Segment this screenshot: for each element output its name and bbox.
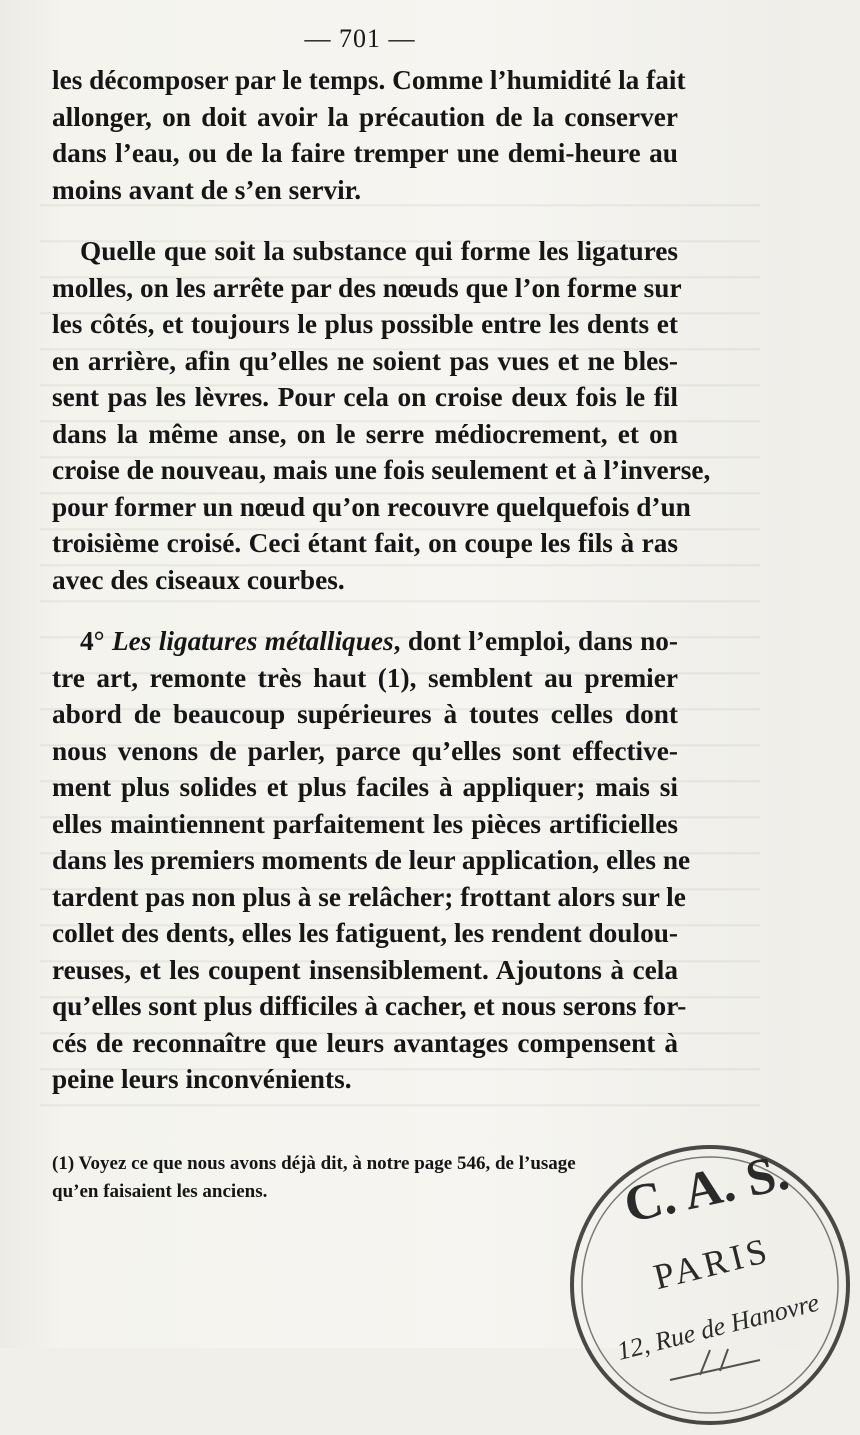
text-line: elles maintiennent parfaitement les pièces artificielles xyxy=(52,808,678,839)
text-line: reuses, et les coupent insensiblement. Ajoutons à cela xyxy=(52,954,678,985)
library-stamp xyxy=(560,1135,860,1435)
text-line: dans les premiers moments de leur application, elles ne xyxy=(52,845,691,875)
text-line: qu’elles sont plus difficiles à cacher, et nous serons for- xyxy=(52,991,687,1021)
text-line: Quelle que soit la substance qui forme les ligatures xyxy=(80,236,678,266)
list-number: 4° xyxy=(80,626,112,656)
text-line: nous venons de parler, parce qu’elles sont effective- xyxy=(52,735,678,766)
text-line: collet des dents, elles les fatiguent, les rendent doulou- xyxy=(52,918,678,948)
page-number: — 701 — xyxy=(304,24,416,53)
text-line: croise de nouveau, mais une fois seulement et à l’inverse, xyxy=(52,455,711,485)
paragraph-3 xyxy=(52,623,691,1098)
text-line: ment plus solides et plus faciles à appliquer; mais si xyxy=(52,772,678,802)
section-heading-italic: Les ligatures métalliques xyxy=(111,626,394,656)
text-line: cés de reconnaître que leurs avantages compensent à xyxy=(52,1027,678,1058)
text-line: tardent pas non plus à se relâcher; frottant alors sur le xyxy=(52,881,686,912)
stamp-top-text: C. A. S. xyxy=(619,1143,794,1235)
text-line: les côtés, et toujours le plus possible entre les dents et xyxy=(52,309,678,339)
text-fragment: , dont l’emploi, dans no- xyxy=(393,626,678,656)
text-line: molles, on les arrête par des nœuds que l’on forme sur xyxy=(52,272,682,303)
text-line: tre art, remonte très haut (1), semblent au premier xyxy=(52,662,678,693)
text-line xyxy=(52,623,678,660)
text-line: moins avant de s’en servir. xyxy=(52,174,362,205)
text-line: dans la même anse, on le serre médiocrement, et on xyxy=(52,418,678,449)
paragraph-1 xyxy=(52,62,686,208)
text-line: abord de beaucoup supérieures à toutes celles dont xyxy=(52,699,678,729)
text-line: troisième croisé. Ceci étant fait, on coupe les fils à ras xyxy=(52,528,678,558)
footnote-line: qu’en faisaient les anciens. xyxy=(52,1181,268,1202)
stamp-city-text: PARIS xyxy=(649,1229,775,1298)
text-line: en arrière, afin qu’elles ne soient pas vues et ne bles- xyxy=(52,345,678,376)
text-line: dans l’eau, ou de la faire tremper une demi-heure au xyxy=(52,138,678,168)
text-line: allonger, on doit avoir la précaution de la conserver xyxy=(52,101,678,132)
paragraph-2 xyxy=(52,233,711,598)
footnote-line: (1) Voyez ce que nous avons déjà dit, à notre page 546, de l’usage xyxy=(52,1153,576,1174)
stamp-address-text: 12, Rue de Hanovre xyxy=(614,1287,822,1366)
text-line: sent pas les lèvres. Pour cela on croise deux fois le fil xyxy=(52,382,678,412)
body-text xyxy=(52,62,711,1098)
text-line: pour former un nœud qu’on recouvre quelquefois d’un xyxy=(52,491,691,522)
text-line: avec des ciseaux courbes. xyxy=(52,564,345,595)
text-line: peine leurs inconvénients. xyxy=(52,1064,352,1094)
text-line: les décomposer par le temps. Comme l’humidité la fait xyxy=(52,65,686,95)
